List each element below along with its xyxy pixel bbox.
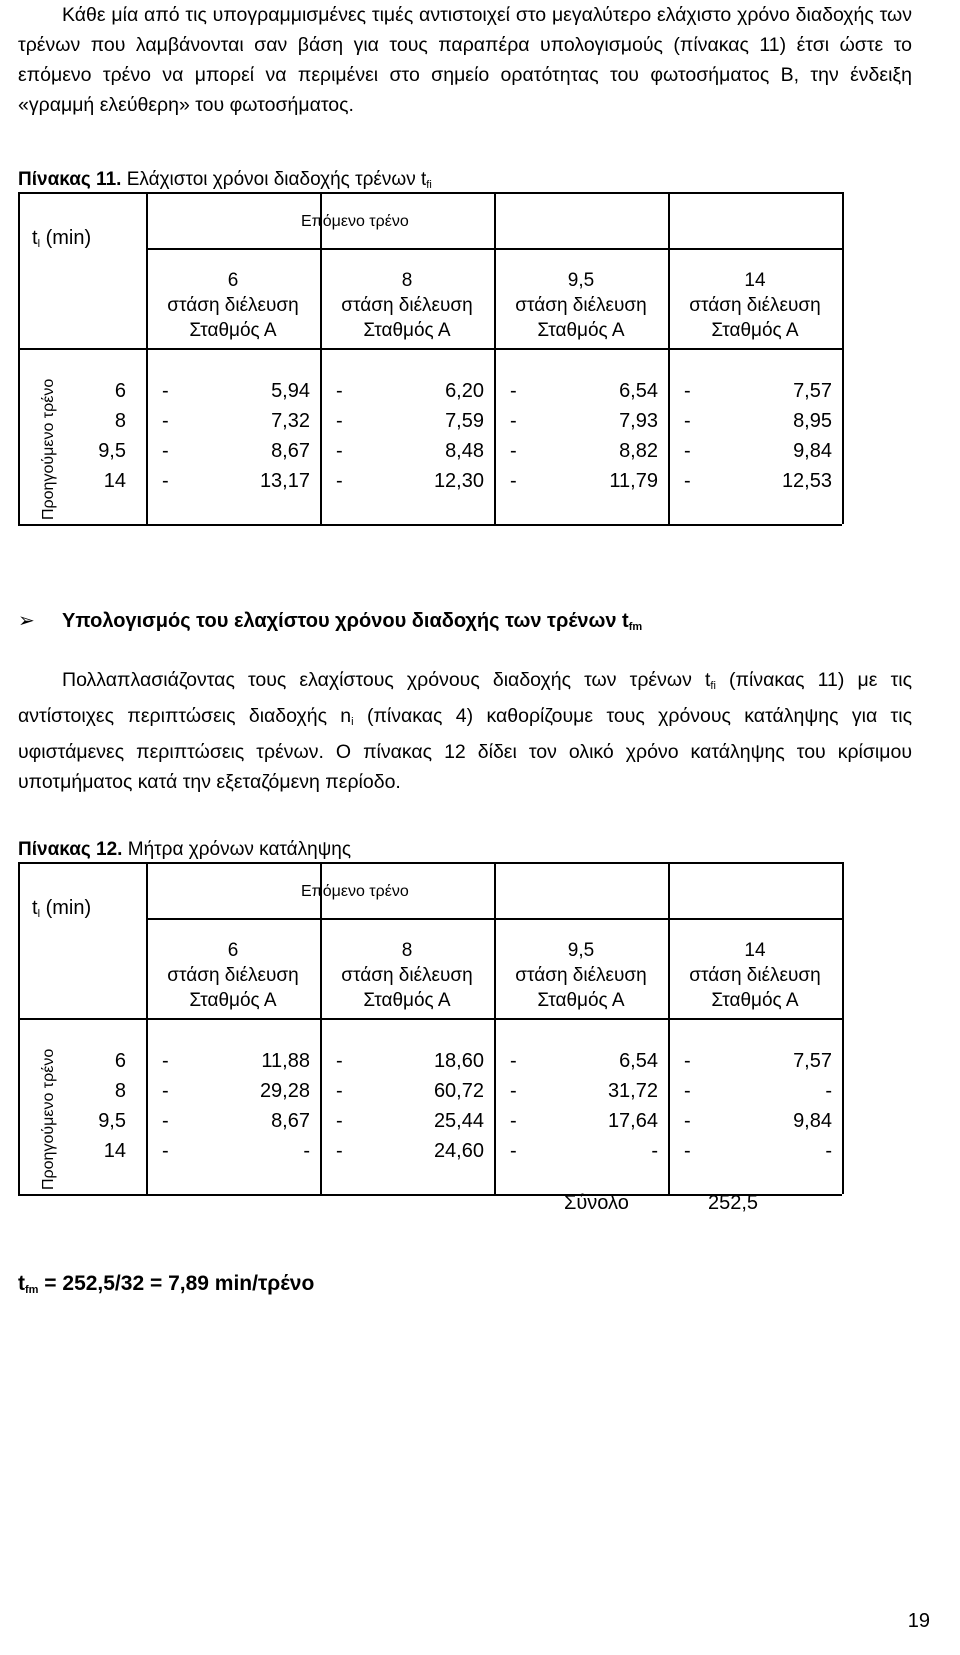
table12-cell-value: - <box>651 1140 658 1162</box>
table12-border-left <box>18 862 20 1194</box>
table12-column-header-line: στάση διέλευση <box>341 965 473 986</box>
table11-row-label: 9,5 <box>98 440 126 462</box>
table12-column-header-line: Σταθμός Α <box>711 990 799 1011</box>
table11-column-header <box>148 268 318 343</box>
table11-caption-label: Πίνακας 11. <box>18 169 122 190</box>
table12-cell-value: 9,84 <box>793 1110 832 1132</box>
table12-cell-value: 18,60 <box>433 1050 484 1072</box>
table12-row-dash: - <box>336 1050 343 1072</box>
table12-ti-t: t <box>32 897 38 919</box>
table12-row-label: 14 <box>103 1140 126 1162</box>
table12-cell-value: 8,67 <box>271 1110 310 1132</box>
table12-cell-value: - <box>825 1140 832 1162</box>
table12-column-header <box>670 938 840 1013</box>
table12-row-dash: - <box>162 1080 169 1102</box>
table12-column-header-line: Σταθμός Α <box>363 990 451 1011</box>
table11-column-header-line: 14 <box>744 270 766 291</box>
table11-cell-value: 5,94 <box>271 380 310 402</box>
table11-row-dash: - <box>684 470 691 492</box>
table12-row-label: 6 <box>114 1050 126 1072</box>
table11-row-label: 8 <box>114 410 126 432</box>
table12-column-header-line: στάση διέλευση <box>689 965 821 986</box>
table12-column-header-line: 8 <box>401 940 413 961</box>
section-heading-text: Υπολογισμός του ελαχίστου χρόνου διαδοχής των τρένων t <box>62 610 629 632</box>
table11-prev-train-label: Προηγούμενο τρένο <box>40 378 57 520</box>
table11-row-dash: - <box>162 410 169 432</box>
table12-column-header-line: 14 <box>744 940 766 961</box>
table11-row-dash: - <box>684 410 691 432</box>
table12-row-dash: - <box>684 1140 691 1162</box>
table11-cell-value: 11,79 <box>609 470 658 492</box>
table11-cell-value: 12,53 <box>781 470 832 492</box>
table11-column-header <box>322 268 492 343</box>
table11-caption-text: Ελάχιστοι χρόνοι διαδοχής τρένων t <box>121 169 427 190</box>
table12-row-dash: - <box>162 1140 169 1162</box>
table12 <box>18 862 910 1198</box>
table12-prev-train-label: Προηγούμενο τρένο <box>40 1048 57 1190</box>
section-heading-sub: fm <box>628 621 643 633</box>
table11-column-header-line: 8 <box>401 270 413 291</box>
table12-cell-value: 24,60 <box>433 1140 484 1162</box>
table11-ti-sub: l <box>37 238 41 250</box>
body-text-2: (πίνακας 11) με τις αντίστοιχες περιπτώσεις διαδοχής n <box>18 669 912 727</box>
formula-sub: fm <box>25 1284 39 1296</box>
table11-header-bottom <box>18 348 842 350</box>
table11-col-divider <box>494 192 496 524</box>
table12-row-dash: - <box>336 1110 343 1132</box>
table11-column-header <box>496 268 666 343</box>
table11-ti-unit: (min) <box>40 227 92 249</box>
table12-column-header-line: Σταθμός Α <box>537 990 625 1011</box>
table11-cell-value: 7,59 <box>445 410 484 432</box>
table12-column-header-line: Σταθμός Α <box>189 990 277 1011</box>
table11-row-dash: - <box>510 440 517 462</box>
table11-row-dash: - <box>162 380 169 402</box>
table12-cell-value: 60,72 <box>433 1080 484 1102</box>
table12-caption-label: Πίνακας 12. <box>18 839 123 860</box>
table12-row-dash: - <box>510 1110 517 1132</box>
table12-row-dash: - <box>336 1140 343 1162</box>
body-sub-2: i <box>351 716 354 728</box>
table11-ti-label <box>32 226 91 256</box>
formula-rest: = 252,5/32 = 7,89 min/τρένο <box>38 1272 315 1295</box>
table12-cell-value: 11,88 <box>261 1050 310 1072</box>
table11-row-dash: - <box>510 410 517 432</box>
table12-header-rule <box>146 918 842 920</box>
table12-row-dash: - <box>684 1110 691 1132</box>
table11-row-dash: - <box>336 380 343 402</box>
table11-header-rule <box>146 248 842 250</box>
table12-cell-value: - <box>825 1080 832 1102</box>
table11-row-dash: - <box>162 440 169 462</box>
table12-row-dash: - <box>510 1050 517 1072</box>
table11-cell-value: 8,67 <box>271 440 310 462</box>
table11-row-label: 14 <box>103 470 126 492</box>
table11-row-dash: - <box>336 410 343 432</box>
table12-ti-unit: (min) <box>40 897 92 919</box>
body-paragraph <box>18 665 912 797</box>
table12-column-header-line: στάση διέλευση <box>167 965 299 986</box>
table12-caption <box>18 838 351 862</box>
table12-col-divider <box>320 862 322 1194</box>
table11-column-header-line: στάση διέλευση <box>167 295 299 316</box>
table12-header-bottom <box>18 1018 842 1020</box>
table11-column-header-line: Σταθμός Α <box>363 320 451 341</box>
table12-col-divider <box>494 862 496 1194</box>
table11-column-header-line: στάση διέλευση <box>515 295 647 316</box>
section-heading <box>18 608 642 633</box>
table11-col-divider <box>668 192 670 524</box>
table12-next-train-label: Επόμενο τρένο <box>301 883 409 900</box>
table11-row-label: 6 <box>114 380 126 402</box>
table11-cell-value: 7,93 <box>619 410 658 432</box>
table12-row-dash: - <box>684 1050 691 1072</box>
table11-ti-t: t <box>32 227 38 249</box>
table12-row-dash: - <box>684 1080 691 1102</box>
table11-row-dash: - <box>510 470 517 492</box>
table11-column-header-line: στάση διέλευση <box>341 295 473 316</box>
table12-ti-sub: l <box>37 908 41 920</box>
table11-next-train-label: Επόμενο τρένο <box>301 213 409 230</box>
table11-column-header <box>670 268 840 343</box>
arrow-bullet-icon: ➢ <box>18 610 35 632</box>
table12-cell-value: 25,44 <box>433 1110 484 1132</box>
table11-border-left <box>18 192 20 524</box>
table12-cell-value: 7,57 <box>793 1050 832 1072</box>
table12-caption-text: Μήτρα χρόνων κατάληψης <box>122 839 351 860</box>
table11-border-bottom <box>18 524 842 526</box>
table12-column-header-line: 6 <box>227 940 239 961</box>
table11-border-top <box>18 192 842 194</box>
table12-row-label: 9,5 <box>98 1110 126 1132</box>
table12-row-dash: - <box>336 1080 343 1102</box>
table11-column-header-line: 6 <box>227 270 239 291</box>
table11-col-divider <box>146 192 148 524</box>
table11-row-dash: - <box>510 380 517 402</box>
table12-total-label: Σύνολο <box>564 1192 629 1214</box>
table11-row-dash: - <box>684 380 691 402</box>
table12-row-label: 8 <box>114 1080 126 1102</box>
table12-total-value: 252,5 <box>708 1192 759 1214</box>
body-text-3: (πίνακας 4) καθορίζουμε τους χρόνους κατάληψης για τις υφιστάμενες περιπτώσεις τρένων. Ο πίνακας 12 δίδει τον ολικό χρόνο κατάληψης του κρίσιμου υποτμήματος κατά την εξεταζόμενη περίοδο. <box>18 705 912 793</box>
table11-row-dash: - <box>336 440 343 462</box>
table12-column-header-line: στάση διέλευση <box>515 965 647 986</box>
table11 <box>18 192 910 528</box>
table11-column-header-line: στάση διέλευση <box>689 295 821 316</box>
table11-cell-value: 6,54 <box>619 380 658 402</box>
table11-column-header-line: Σταθμός Α <box>711 320 799 341</box>
intro-paragraph: Κάθε μία από τις υπογραμμισμένες τιμές αντιστοιχεί στο μεγαλύτερο ελάχιστο χρόνο διαδοχής των τρένων που λαμβάνονται σαν βάση για τους παραπέρα υπολογισμούς (πίνακας 11) έτσι ώστε το επόμενο τρένο να μπορεί να περιμένει στο σημείο ορατότητας του φωτοσήματος Β, την ένδειξη «γραμμή ελεύθερη» του φωτοσήματος. <box>18 4 912 116</box>
table11-cell-value: 13,17 <box>259 470 310 492</box>
formula-tfm <box>18 1272 314 1296</box>
table12-row-dash: - <box>162 1050 169 1072</box>
table12-column-header-line: 9,5 <box>567 940 595 961</box>
table11-cell-value: 7,32 <box>271 410 310 432</box>
table12-cell-value: - <box>303 1140 310 1162</box>
table12-col-divider <box>146 862 148 1194</box>
table11-cell-value: 8,82 <box>619 440 658 462</box>
table12-ti-label <box>32 896 91 926</box>
table11-cell-value: 7,57 <box>793 380 832 402</box>
table12-row-dash: - <box>510 1080 517 1102</box>
body-text-1: Πολλαπλασιάζοντας τους ελαχίστους χρόνους διαδοχής των τρένων t <box>62 669 711 691</box>
body-sub-1: fi <box>710 680 716 692</box>
table11-cell-value: 8,48 <box>445 440 484 462</box>
table12-column-header <box>322 938 492 1013</box>
table12-border-top <box>18 862 842 864</box>
page-number: 19 <box>907 1610 930 1632</box>
table11-cell-value: 8,95 <box>793 410 832 432</box>
table12-cell-value: 29,28 <box>259 1080 310 1102</box>
formula-t: t <box>18 1272 25 1295</box>
table12-cell-value: 17,64 <box>607 1110 658 1132</box>
table11-column-header-line: Σταθμός Α <box>189 320 277 341</box>
table12-cell-value: 31,72 <box>607 1080 658 1102</box>
table11-column-header-line: 9,5 <box>567 270 595 291</box>
table11-cell-value: 12,30 <box>433 470 484 492</box>
table11-column-header-line: Σταθμός Α <box>537 320 625 341</box>
table11-row-dash: - <box>336 470 343 492</box>
table11-caption-sub: fi <box>426 179 432 191</box>
table12-col-divider <box>842 862 844 1194</box>
table12-row-dash: - <box>162 1110 169 1132</box>
table11-cell-value: 6,20 <box>445 380 484 402</box>
table11-col-divider <box>320 192 322 524</box>
table12-row-dash: - <box>510 1140 517 1162</box>
table11-cell-value: 9,84 <box>793 440 832 462</box>
table11-row-dash: - <box>162 470 169 492</box>
table11-row-dash: - <box>684 440 691 462</box>
table12-column-header <box>148 938 318 1013</box>
table12-cell-value: 6,54 <box>619 1050 658 1072</box>
table11-col-divider <box>842 192 844 524</box>
table12-column-header <box>496 938 666 1013</box>
table12-col-divider <box>668 862 670 1194</box>
